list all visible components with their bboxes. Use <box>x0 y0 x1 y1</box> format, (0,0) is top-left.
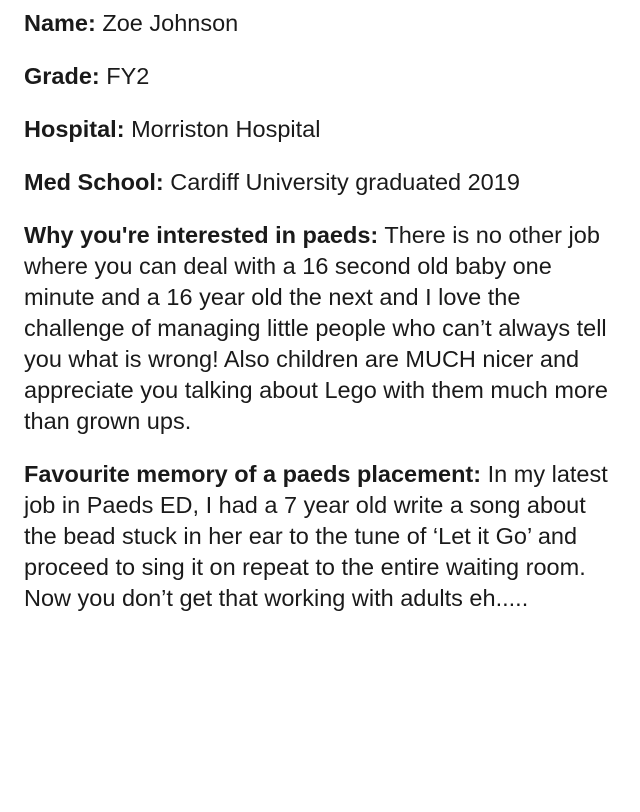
field-value: Zoe Johnson <box>102 10 239 36</box>
profile-document <box>24 8 620 636</box>
field-label: Hospital: <box>24 116 125 142</box>
field-value: In my latest job in Paeds ED, I had a 7 year old write a song about the bead stuck in her ear to the tune of ‘Let it Go’ and proceed to sing it on repeat to the entire waiting room. Now you don’t get that working with adults eh..... <box>24 461 608 611</box>
field-grade <box>24 61 620 92</box>
field-hospital <box>24 114 620 145</box>
field-value: FY2 <box>106 63 150 89</box>
field-value: Morriston Hospital <box>131 116 321 142</box>
field-label: Grade: <box>24 63 100 89</box>
field-value: Cardiff University graduated 2019 <box>170 169 520 195</box>
field-value: There is no other job where you can deal with a 16 second old baby one minute and a 16 year old the next and I love the challenge of managing little people who can’t always tell you what is wrong! Also children are MUCH nicer and appreciate you talking about Lego with them much more than grown ups. <box>24 222 608 434</box>
field-interest-in-paeds <box>24 220 620 437</box>
field-label: Name: <box>24 10 96 36</box>
field-label: Favourite memory of a paeds placement: <box>24 461 482 487</box>
field-favourite-memory <box>24 459 620 614</box>
field-med-school <box>24 167 620 198</box>
field-label: Why you're interested in paeds: <box>24 222 379 248</box>
field-name <box>24 8 620 39</box>
field-label: Med School: <box>24 169 164 195</box>
